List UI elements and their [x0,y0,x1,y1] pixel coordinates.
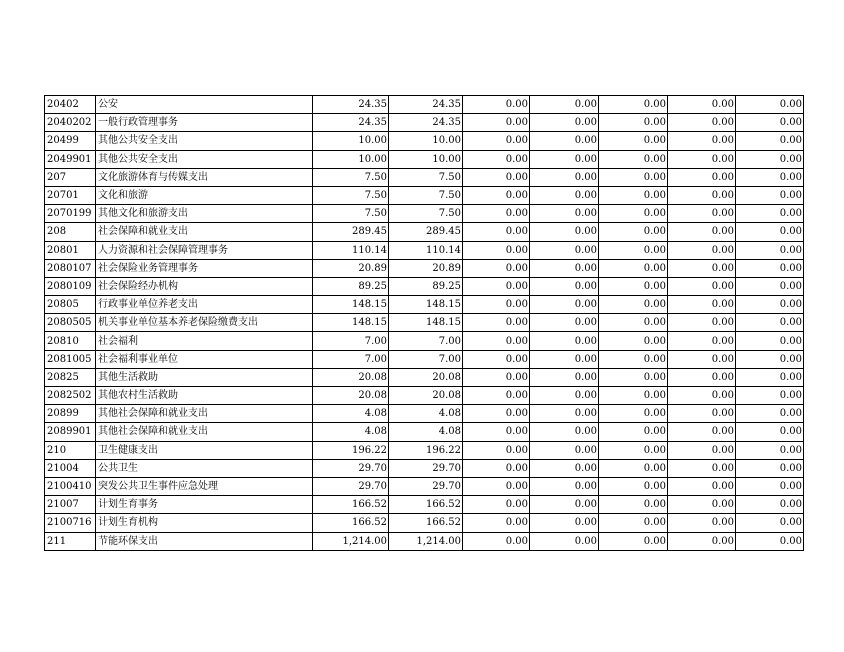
row-value: 0.00 [599,205,668,223]
row-value: 0.00 [599,368,668,386]
row-value: 0.00 [463,387,530,405]
row-value: 24.35 [389,114,463,132]
row-name: 其他社会保障和就业支出 [96,405,313,423]
row-value: 24.35 [313,96,389,114]
row-name: 社会福利 [96,332,313,350]
row-value: 0.00 [599,223,668,241]
row-value: 0.00 [736,132,804,150]
row-value: 0.00 [668,150,736,168]
row-name: 其他生活救助 [96,368,313,386]
row-value: 7.00 [389,350,463,368]
row-code: 21004 [45,459,96,477]
row-code: 2080109 [45,277,96,295]
row-value: 0.00 [668,387,736,405]
row-value: 0.00 [736,368,804,386]
table-row [45,150,804,168]
row-value: 0.00 [599,96,668,114]
row-name: 其他文化和旅游支出 [96,205,313,223]
row-value: 0.00 [463,350,530,368]
row-value: 0.00 [599,132,668,150]
row-value: 20.08 [389,387,463,405]
row-value: 0.00 [530,405,599,423]
row-value: 0.00 [599,296,668,314]
row-value: 10.00 [313,150,389,168]
row-value: 0.00 [599,168,668,186]
row-value: 148.15 [313,314,389,332]
row-value: 7.50 [313,168,389,186]
row-value: 7.50 [389,168,463,186]
row-value: 24.35 [313,114,389,132]
table-row [45,459,804,477]
row-value: 0.00 [736,459,804,477]
row-value: 166.52 [313,496,389,514]
row-name: 文化旅游体育与传媒支出 [96,168,313,186]
row-name: 社会福利事业单位 [96,350,313,368]
row-value: 20.89 [389,259,463,277]
row-value: 0.00 [530,368,599,386]
row-value: 0.00 [668,459,736,477]
row-value: 0.00 [736,296,804,314]
row-value: 0.00 [463,205,530,223]
row-code: 2100410 [45,477,96,495]
row-value: 0.00 [599,405,668,423]
row-code: 210 [45,441,96,459]
row-value: 196.22 [389,441,463,459]
row-code: 2080107 [45,259,96,277]
row-value: 0.00 [736,205,804,223]
row-value: 0.00 [599,477,668,495]
row-code: 208 [45,223,96,241]
row-value: 20.08 [313,387,389,405]
row-value: 0.00 [463,259,530,277]
row-value: 0.00 [463,132,530,150]
row-value: 0.00 [530,423,599,441]
row-value: 0.00 [736,350,804,368]
row-value: 0.00 [736,150,804,168]
row-value: 0.00 [599,441,668,459]
row-value: 0.00 [530,532,599,550]
row-value: 10.00 [313,132,389,150]
row-name: 社会保障和就业支出 [96,223,313,241]
row-value: 0.00 [530,223,599,241]
row-value: 0.00 [463,223,530,241]
row-value: 0.00 [736,259,804,277]
row-value: 148.15 [389,296,463,314]
row-value: 289.45 [389,223,463,241]
row-value: 148.15 [389,314,463,332]
table-row [45,259,804,277]
row-code: 2100716 [45,514,96,532]
row-name: 突发公共卫生事件应急处理 [96,477,313,495]
row-value: 0.00 [668,223,736,241]
row-value: 0.00 [530,296,599,314]
row-value: 0.00 [736,223,804,241]
row-name: 人力资源和社会保障管理事务 [96,241,313,259]
row-value: 0.00 [463,241,530,259]
row-value: 0.00 [599,150,668,168]
row-value: 0.00 [668,477,736,495]
row-value: 0.00 [599,114,668,132]
row-value: 1,214.00 [313,532,389,550]
row-value: 166.52 [313,514,389,532]
row-value: 0.00 [736,168,804,186]
row-value: 110.14 [313,241,389,259]
row-code: 2081005 [45,350,96,368]
row-value: 7.50 [313,186,389,204]
row-value: 0.00 [463,114,530,132]
row-code: 20499 [45,132,96,150]
row-name: 公安 [96,96,313,114]
row-value: 0.00 [463,277,530,295]
row-value: 0.00 [668,532,736,550]
row-value: 0.00 [530,314,599,332]
table-row [45,405,804,423]
row-value: 7.00 [389,332,463,350]
row-value: 0.00 [530,387,599,405]
row-name: 社会保险业务管理事务 [96,259,313,277]
row-value: 0.00 [463,405,530,423]
row-value: 7.00 [313,332,389,350]
table-row [45,368,804,386]
row-code: 2089901 [45,423,96,441]
row-value: 0.00 [530,332,599,350]
table-row [45,314,804,332]
row-value: 1,214.00 [389,532,463,550]
row-value: 0.00 [736,532,804,550]
row-value: 29.70 [389,459,463,477]
row-value: 0.00 [668,132,736,150]
row-name: 卫生健康支出 [96,441,313,459]
row-value: 0.00 [668,277,736,295]
row-value: 0.00 [668,332,736,350]
row-value: 0.00 [463,423,530,441]
table-row [45,441,804,459]
row-value: 29.70 [313,477,389,495]
row-value: 0.00 [463,459,530,477]
row-value: 0.00 [463,496,530,514]
row-value: 0.00 [463,332,530,350]
row-value: 20.89 [313,259,389,277]
row-value: 0.00 [463,514,530,532]
table-row [45,496,804,514]
row-value: 4.08 [313,405,389,423]
row-value: 24.35 [389,96,463,114]
row-code: 20810 [45,332,96,350]
row-value: 196.22 [313,441,389,459]
row-code: 20899 [45,405,96,423]
row-value: 0.00 [463,314,530,332]
row-value: 0.00 [736,477,804,495]
row-value: 0.00 [530,168,599,186]
row-value: 0.00 [668,168,736,186]
row-value: 7.50 [389,186,463,204]
table-row [45,332,804,350]
row-value: 0.00 [599,532,668,550]
row-value: 0.00 [530,96,599,114]
row-value: 0.00 [463,168,530,186]
row-value: 0.00 [530,514,599,532]
row-value: 0.00 [599,259,668,277]
row-value: 4.08 [389,423,463,441]
row-code: 207 [45,168,96,186]
row-value: 0.00 [530,459,599,477]
row-value: 0.00 [736,114,804,132]
row-value: 0.00 [530,259,599,277]
row-value: 0.00 [668,423,736,441]
row-value: 0.00 [530,477,599,495]
budget-table [44,95,804,551]
row-value: 0.00 [463,368,530,386]
row-value: 0.00 [736,496,804,514]
row-value: 0.00 [530,277,599,295]
table-row [45,114,804,132]
table-row [45,241,804,259]
table-row [45,96,804,114]
row-value: 0.00 [599,332,668,350]
row-code: 211 [45,532,96,550]
row-value: 0.00 [599,459,668,477]
row-code: 20701 [45,186,96,204]
row-value: 0.00 [668,441,736,459]
row-value: 166.52 [389,514,463,532]
row-name: 其他社会保障和就业支出 [96,423,313,441]
table-row [45,223,804,241]
table-row [45,277,804,295]
row-value: 0.00 [668,114,736,132]
row-name: 公共卫生 [96,459,313,477]
row-value: 7.50 [389,205,463,223]
table-row [45,350,804,368]
row-value: 0.00 [599,241,668,259]
row-value: 0.00 [668,259,736,277]
table-row [45,186,804,204]
row-value: 0.00 [530,205,599,223]
row-value: 7.50 [313,205,389,223]
row-value: 0.00 [736,387,804,405]
row-value: 0.00 [668,186,736,204]
row-value: 0.00 [463,96,530,114]
row-code: 2082502 [45,387,96,405]
row-value: 0.00 [736,441,804,459]
row-value: 110.14 [389,241,463,259]
row-value: 0.00 [668,368,736,386]
row-value: 0.00 [668,96,736,114]
row-code: 2080505 [45,314,96,332]
row-value: 0.00 [736,96,804,114]
row-code: 2049901 [45,150,96,168]
row-value: 4.08 [389,405,463,423]
row-value: 0.00 [599,277,668,295]
row-value: 0.00 [463,186,530,204]
row-value: 0.00 [736,514,804,532]
row-value: 0.00 [530,496,599,514]
row-value: 0.00 [736,332,804,350]
row-value: 29.70 [313,459,389,477]
row-value: 29.70 [389,477,463,495]
row-code: 21007 [45,496,96,514]
row-value: 0.00 [736,405,804,423]
row-name: 其他农村生活救助 [96,387,313,405]
row-code: 20825 [45,368,96,386]
row-value: 0.00 [668,405,736,423]
row-value: 0.00 [530,350,599,368]
row-value: 0.00 [463,532,530,550]
row-name: 计划生育机构 [96,514,313,532]
row-name: 行政事业单位养老支出 [96,296,313,314]
row-value: 7.00 [313,350,389,368]
row-value: 166.52 [389,496,463,514]
row-name: 机关事业单位基本养老保险缴费支出 [96,314,313,332]
row-value: 10.00 [389,150,463,168]
row-value: 0.00 [736,241,804,259]
row-value: 20.08 [313,368,389,386]
row-value: 0.00 [668,350,736,368]
row-name: 一般行政管理事务 [96,114,313,132]
budget-table-body [45,96,804,551]
row-value: 89.25 [313,277,389,295]
row-code: 20805 [45,296,96,314]
table-row [45,205,804,223]
row-code: 2070199 [45,205,96,223]
row-value: 0.00 [463,296,530,314]
row-value: 0.00 [599,496,668,514]
row-value: 0.00 [599,387,668,405]
row-value: 0.00 [599,423,668,441]
table-row [45,296,804,314]
table-row [45,514,804,532]
row-name: 其他公共安全支出 [96,150,313,168]
row-value: 0.00 [668,296,736,314]
row-code: 20801 [45,241,96,259]
table-row [45,423,804,441]
row-value: 0.00 [668,205,736,223]
row-name: 社会保险经办机构 [96,277,313,295]
row-code: 2040202 [45,114,96,132]
row-value: 0.00 [668,241,736,259]
row-value: 0.00 [530,114,599,132]
row-value: 0.00 [530,150,599,168]
row-name: 其他公共安全支出 [96,132,313,150]
row-name: 计划生育事务 [96,496,313,514]
row-name: 节能环保支出 [96,532,313,550]
row-value: 0.00 [736,277,804,295]
row-value: 0.00 [736,423,804,441]
row-value: 20.08 [389,368,463,386]
row-value: 0.00 [736,186,804,204]
row-value: 89.25 [389,277,463,295]
row-value: 0.00 [530,132,599,150]
row-value: 0.00 [463,150,530,168]
row-value: 4.08 [313,423,389,441]
row-value: 0.00 [668,514,736,532]
row-value: 0.00 [736,314,804,332]
row-value: 0.00 [463,477,530,495]
row-value: 0.00 [530,441,599,459]
row-value: 0.00 [530,186,599,204]
table-row [45,132,804,150]
table-row [45,477,804,495]
row-value: 10.00 [389,132,463,150]
table-row [45,532,804,550]
row-value: 0.00 [599,314,668,332]
row-value: 0.00 [599,186,668,204]
row-value: 148.15 [313,296,389,314]
row-value: 0.00 [599,514,668,532]
row-value: 0.00 [530,241,599,259]
row-value: 289.45 [313,223,389,241]
table-row [45,387,804,405]
row-value: 0.00 [668,314,736,332]
row-value: 0.00 [463,441,530,459]
table-row [45,168,804,186]
row-code: 20402 [45,96,96,114]
row-value: 0.00 [599,350,668,368]
row-name: 文化和旅游 [96,186,313,204]
row-value: 0.00 [668,496,736,514]
